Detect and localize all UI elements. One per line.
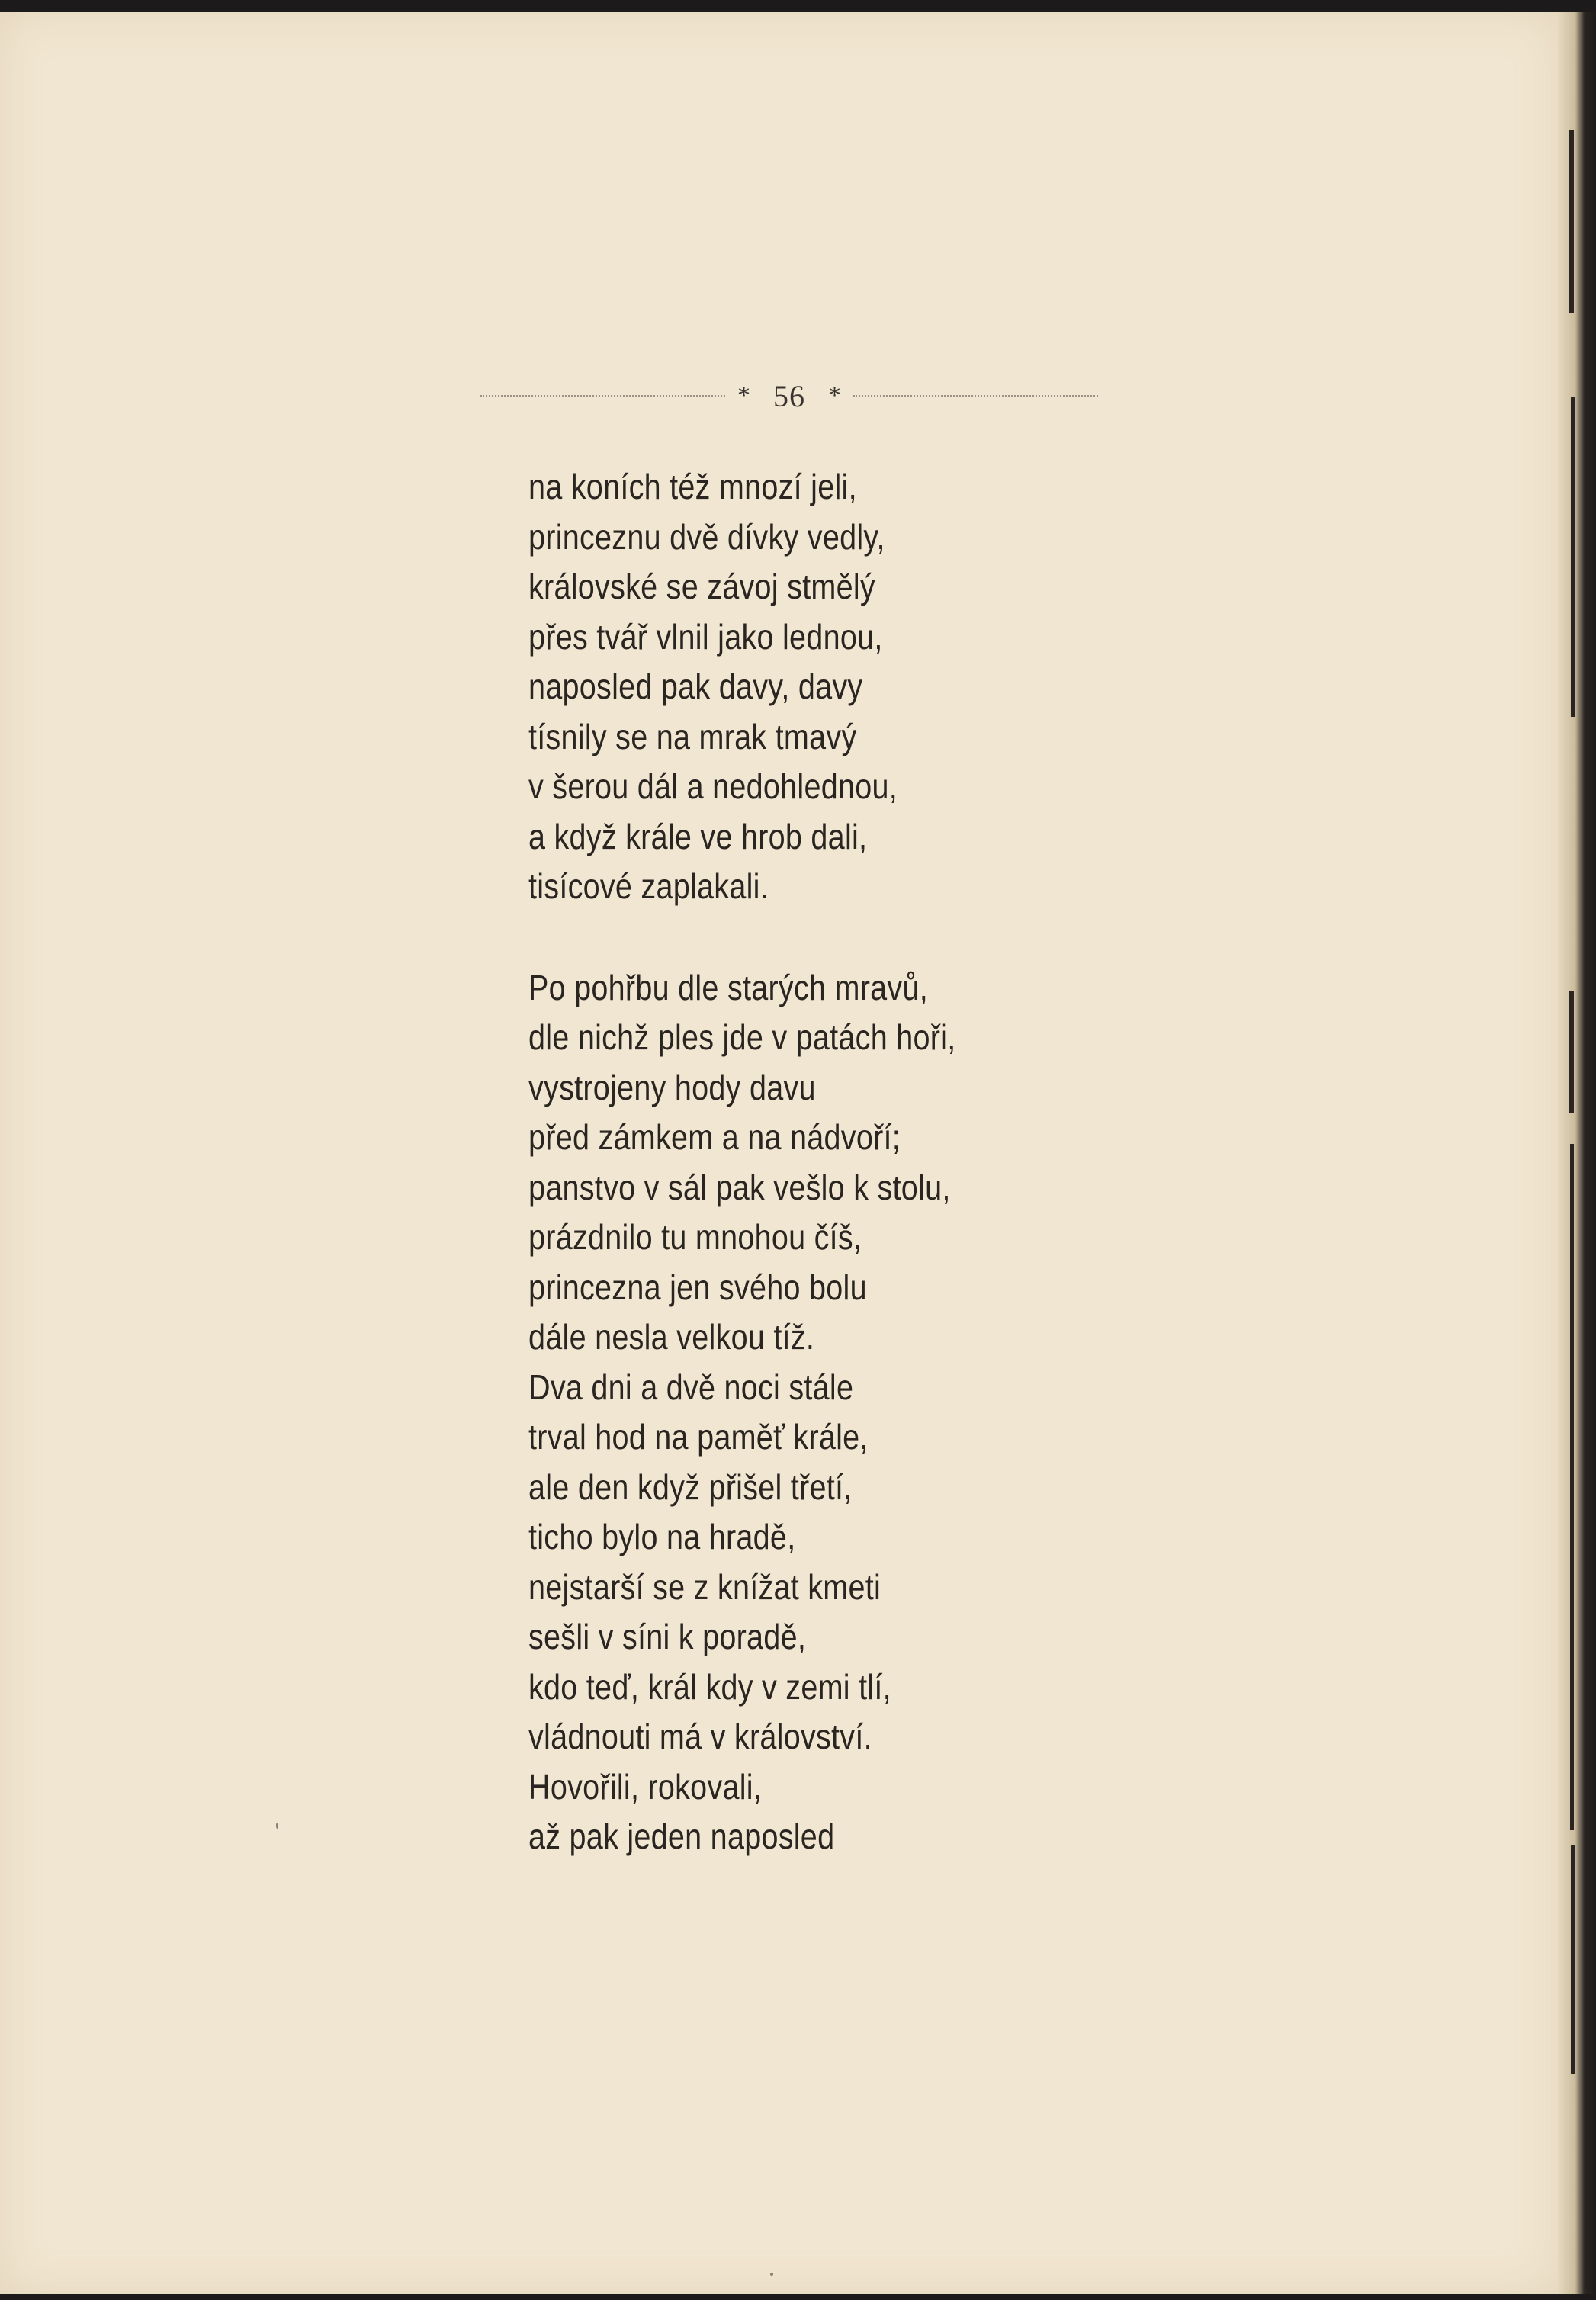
- verse-line: Hovořili, rokovali,: [528, 1766, 763, 1807]
- verse-line: naposled pak davy, davy: [528, 667, 863, 706]
- page-edge-mark: [1569, 991, 1574, 1113]
- verse-line: dále nesla velkou tíž.: [528, 1317, 815, 1357]
- header-rule-right: [853, 395, 1098, 397]
- header-asterisk-right: *: [828, 381, 841, 410]
- verse-line: vládnouti má v království.: [528, 1717, 872, 1756]
- verse-line: Po pohřbu dle starých mravů,: [528, 967, 928, 1007]
- page-edge-mark: [1571, 1845, 1575, 2074]
- verse-line: kdo teď, král kdy v zemi tlí,: [528, 1666, 891, 1707]
- page-edge-mark: [1569, 130, 1574, 313]
- verse-line: tisícové zaplakali.: [528, 866, 769, 906]
- stanza-break: [528, 912, 1026, 963]
- paper-speck: [770, 2273, 773, 2276]
- verse-line: dle nichž ples jde v patách hoři,: [528, 1017, 956, 1057]
- verse-line: tísnily se na mrak tmavý: [528, 716, 857, 756]
- verse-line: princeznu dvě dívky vedly,: [528, 516, 885, 557]
- verse-line: princezna jen svého bolu: [528, 1267, 867, 1307]
- verse-line: nejstarší se z knížat kmeti: [528, 1566, 881, 1607]
- verse-line: Dva dni a dvě noci stále: [528, 1367, 854, 1407]
- verse-line: ale den když přišel třetí,: [528, 1466, 853, 1507]
- verse-line: přes tvář vlnil jako lednou,: [528, 616, 883, 657]
- verse-line: před zámkem a na nádvoří;: [528, 1117, 901, 1157]
- verse-line: panstvo v sál pak vešlo k stolu,: [528, 1167, 951, 1207]
- header-rule-left: [480, 395, 725, 397]
- verse-line: ticho bylo na hradě,: [528, 1517, 796, 1556]
- verse-line: vystrojeny hody davu: [528, 1067, 816, 1107]
- verse-line: trval hod na paměť krále,: [528, 1417, 869, 1457]
- poem-text: [528, 462, 1026, 1862]
- verse-line: královské se závoj stmělý: [528, 567, 875, 606]
- verse-line: na koních též mnozí jeli,: [528, 467, 857, 506]
- page-edge: [1558, 12, 1596, 2294]
- verse-line: a když krále ve hrob dali,: [528, 816, 868, 856]
- verse-line: až pak jeden naposled: [528, 1817, 835, 1856]
- page-number: 56: [773, 378, 805, 413]
- verse-line: v šerou dál a nedohlednou,: [528, 766, 898, 806]
- verse-line: prázdnilo tu mnohou číš,: [528, 1217, 862, 1257]
- page-edge-mark: [1570, 1144, 1574, 1830]
- verse-line: sešli v síni k poradě,: [528, 1617, 807, 1656]
- header-asterisk-left: *: [737, 381, 750, 410]
- page-header: [480, 377, 1098, 415]
- paper-speck: [276, 1823, 278, 1829]
- page-edge-mark: [1571, 397, 1575, 717]
